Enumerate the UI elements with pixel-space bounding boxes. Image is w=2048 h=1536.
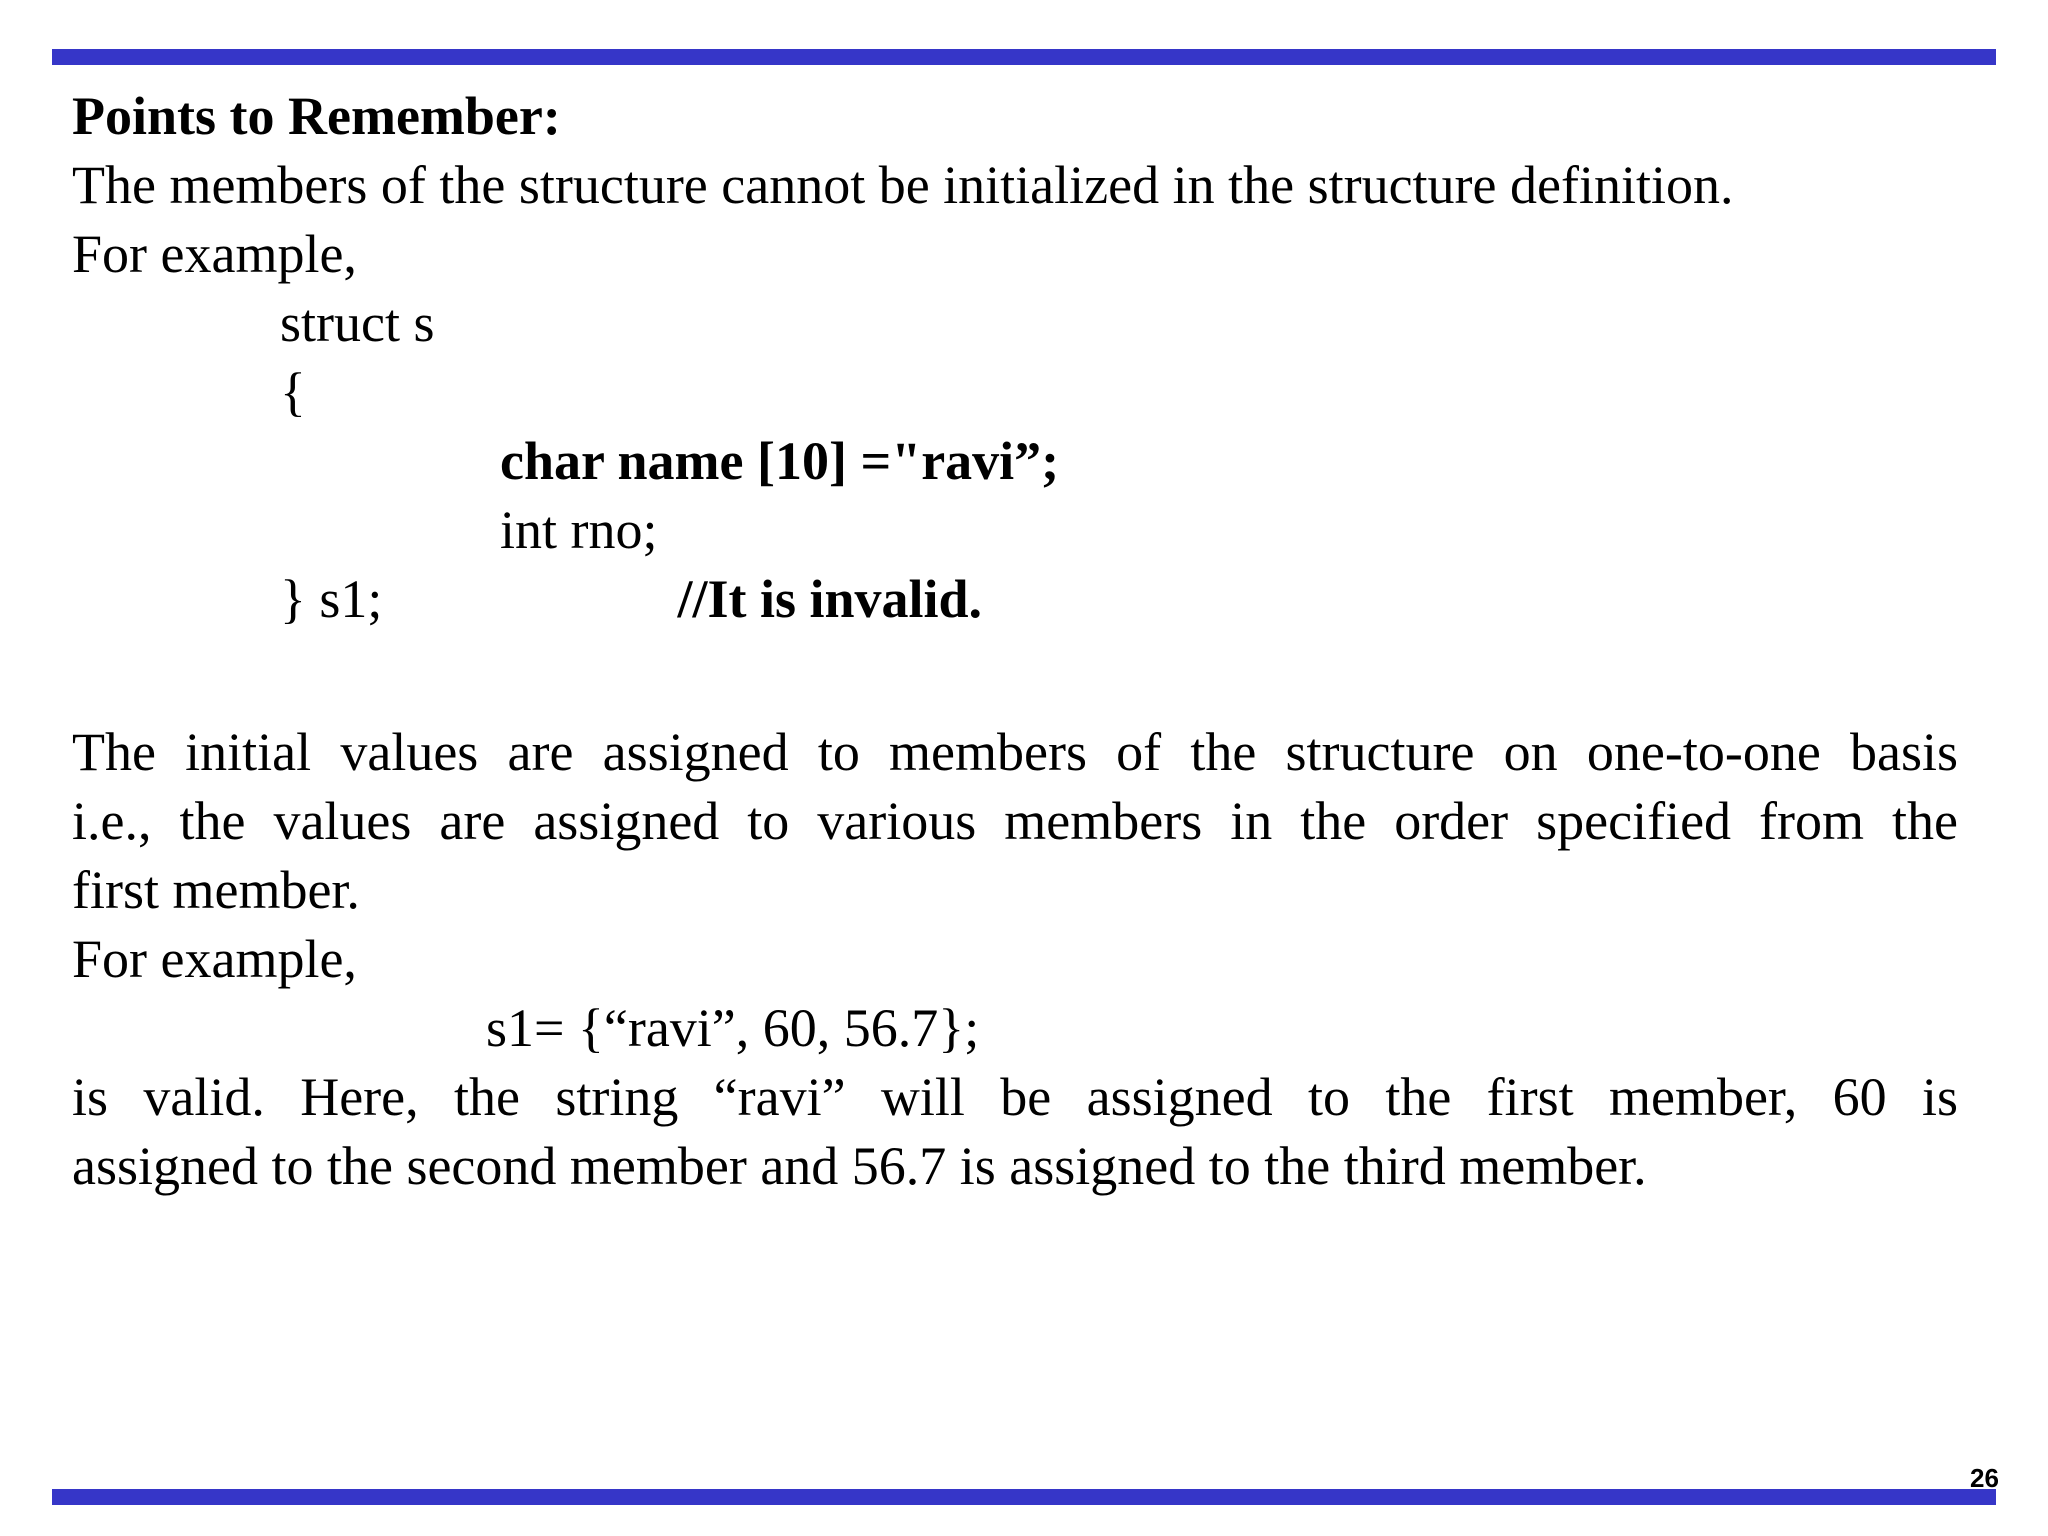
paragraph-3-line-1: is valid. Here, the string “ravi” will be assigned to the first member, 60 is [72, 1067, 1958, 1127]
paragraph-3-line-2: assigned to the second member and 56.7 is assigned to the third member. [72, 1136, 1647, 1196]
slide-content [72, 82, 1958, 1201]
top-rule-bar [52, 49, 1996, 65]
slide-heading: Points to Remember: [72, 86, 561, 146]
code-line-close-brace [72, 565, 1958, 634]
bottom-rule-bar [52, 1489, 1996, 1505]
example-intro-2: For example, [72, 929, 357, 989]
code-line-char-name: char name [10] ="ravi”; [500, 431, 1060, 491]
paragraph-2-line-1: The initial values are assigned to members of the structure on one-to-one basis [72, 722, 1958, 782]
code-line-struct: struct s [280, 293, 435, 353]
code-line-open-brace: { [280, 362, 306, 422]
code-line-valid-init: s1= {“ravi”, 60, 56.7}; [486, 998, 980, 1058]
paragraph-1-text: The members of the structure cannot be initialized in the structure definition. [72, 155, 1734, 215]
page-number: 26 [1970, 1463, 1999, 1493]
blank-line [72, 634, 1958, 703]
code-close-brace-text: } s1; [280, 569, 383, 629]
code-line-int-rno: int rno; [500, 500, 658, 560]
code-comment-invalid: //It is invalid. [677, 569, 983, 629]
example-intro-1: For example, [72, 224, 357, 284]
paragraph-2-line-2: i.e., the values are assigned to various members in the order specified from the [72, 791, 1958, 851]
paragraph-2-line-3: first member. [72, 860, 360, 920]
paragraph-spacer [72, 703, 1958, 718]
